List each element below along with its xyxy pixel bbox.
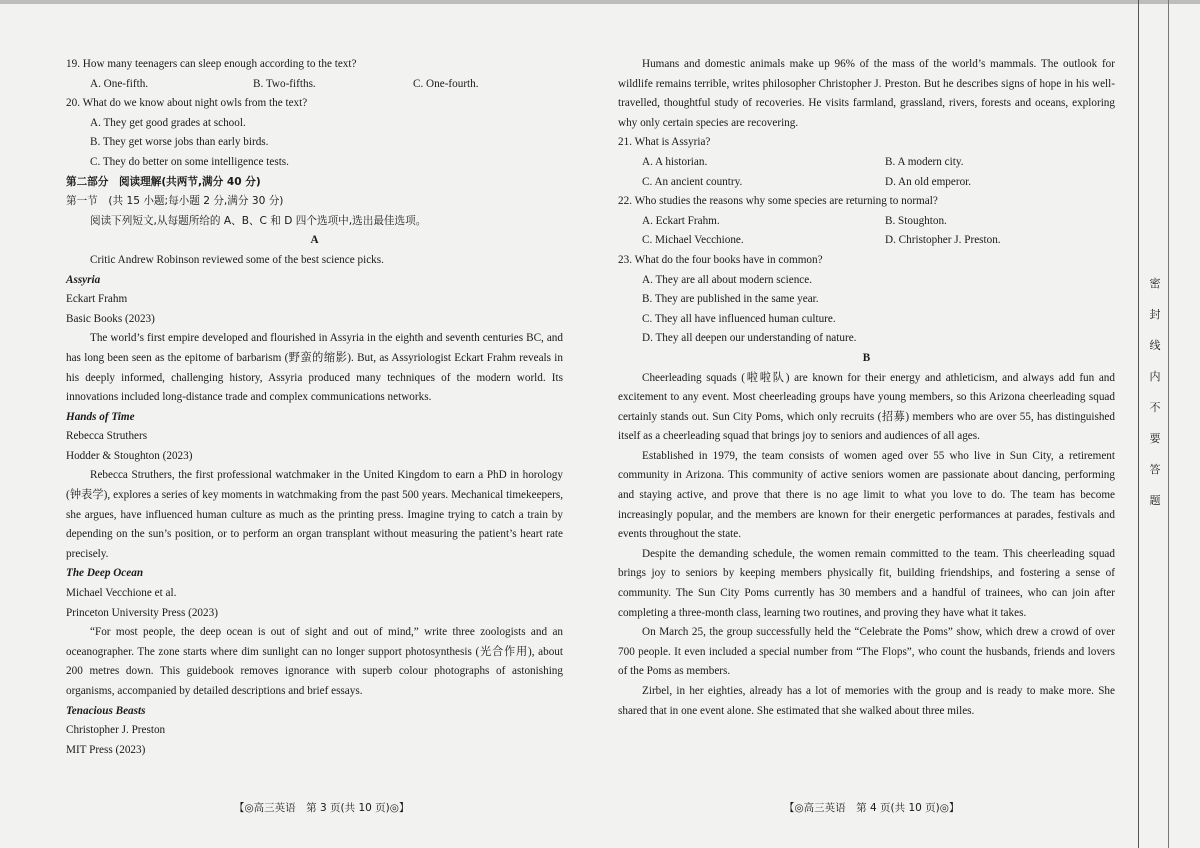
instructions: 阅读下列短文,从每题所给的 A、B、C 和 D 四个选项中,选出最佳选项。 — [90, 214, 427, 227]
passage-label: A — [310, 234, 319, 247]
option: C. Michael Vecchione. — [642, 234, 744, 247]
question-19-options — [66, 75, 563, 95]
paragraph: The world’s first empire developed and flourished in Assyria in the eighth and seventh centuries BC, and has long been seen as the epitome of barbarism (野蛮的缩影). But, as Assyriologist Eckart Frahm reveals in his deeply informed, challenging history, Assyria produced many techniques of the modern world. Its innovations included long-distance trade and complex communications networks. — [66, 332, 563, 404]
seal-char: 封 — [1149, 308, 1161, 321]
question-21-options-row1 — [618, 153, 1115, 173]
paragraph: Cheerleading squads (啦啦队) are known for their energy and athleticism, and always add fun and excitement to any event. Most cheerleading groups have young members, so this Arizona cheerleading squad certainly stands out. Sun City Poms, which only recruits (招募) members who are over 55, has distinguished itself as a cheerleading squad that brings joy to seniors and audiences of all ages. — [618, 371, 1115, 443]
option: C. They all have influenced human culture. — [642, 312, 836, 325]
option: B. They are published in the same year. — [642, 293, 819, 306]
seal-char: 要 — [1149, 432, 1161, 445]
option: C. An ancient country. — [642, 175, 743, 188]
right-column — [618, 55, 1115, 721]
section-heading: 第一节 (共 15 小题;每小题 2 分,满分 30 分) — [66, 195, 284, 208]
left-column — [66, 55, 563, 760]
question-21: 21. What is Assyria? — [618, 136, 711, 149]
book-title: Tenacious Beasts — [66, 704, 146, 717]
seal-char: 线 — [1149, 339, 1161, 352]
option: A. Eckart Frahm. — [642, 214, 720, 227]
book-publisher: Hodder & Stoughton (2023) — [66, 449, 193, 462]
option: D. An old emperor. — [885, 175, 972, 188]
paragraph: Rebecca Struthers, the first professional watchmaker in the United Kingdom to earn a PhD in horology (钟表学), explores a series of key moments in watchmaking from the past 500 years. Mechanical timekeepers, she argues, have influenced human culture as much as the printing press. Imagine trying to catch a train by depending on the sun’s position, or to perform an organ transplant without measuring the patient’s heart rate precisely. — [66, 469, 563, 560]
book-author: Rebecca Struthers — [66, 430, 148, 443]
passage-label: B — [862, 351, 871, 364]
paragraph: Zirbel, in her eighties, already has a lot of memories with the group and is ready to make more. She shared that in one event alone. She estimated that she walked about three miles. — [618, 685, 1115, 717]
paragraph: “For most people, the deep ocean is out of sight and out of mind,” write three zoologists and an oceanographer. The zone starts where dim sunlight can no longer support photosynthesis (光合作用), about 200 metres down. This guidebook removes ignorance with superb colour photographs of astonishing organisms, accompanied by detailed descriptions and brief essays. — [66, 626, 563, 697]
page-footer-right: 【◎高三英语 第 4 页(共 10 页)◎】 — [784, 802, 960, 814]
option: A. One-fifth. — [90, 77, 149, 90]
paragraph: Critic Andrew Robinson reviewed some of the best science picks. — [90, 253, 384, 266]
seal-char: 不 — [1149, 401, 1161, 414]
book-title: Hands of Time — [66, 410, 135, 423]
option: A. They are all about modern science. — [642, 273, 813, 286]
option: D. They all deepen our understanding of nature. — [642, 332, 857, 345]
question-22-options-row1 — [618, 212, 1115, 232]
option: B. Two-fifths. — [253, 77, 316, 90]
page-footer-left: 【◎高三英语 第 3 页(共 10 页)◎】 — [234, 802, 410, 814]
binding-line — [1168, 0, 1169, 848]
option: A. They get good grades at school. — [90, 116, 246, 129]
paragraph: On March 25, the group successfully held the “Celebrate the Poms” show, which drew a crowd of over 700 people. It even included a special number from “The Flops”, who count the husbands, friends and lovers of the Poms as members. — [618, 626, 1115, 678]
book-title: Assyria — [66, 273, 101, 286]
paragraph: Despite the demanding schedule, the women remain committed to the team. This cheerleading squad brings joy to seniors by keeping members physically fit, building friendships, and fostering a sense of community. The Sun City Poms currently has 30 members and a handful of trainees, who can join after completing a three-month class, learning two routines, and proving they have what it takes. — [618, 547, 1115, 619]
question-20: 20. What do we know about night owls from the text? — [66, 97, 308, 110]
question-19: 19. How many teenagers can sleep enough according to the text? — [66, 58, 357, 70]
seal-char: 内 — [1149, 370, 1161, 383]
book-author: Michael Vecchione et al. — [66, 587, 177, 600]
option: B. Stoughton. — [885, 214, 947, 227]
option: B. They get worse jobs than early birds. — [90, 136, 269, 149]
question-22-options-row2 — [618, 231, 1115, 251]
book-author: Eckart Frahm — [66, 293, 128, 306]
question-23: 23. What do the four books have in common? — [618, 253, 823, 266]
binding-line — [1138, 0, 1139, 848]
paragraph: Established in 1979, the team consists of women aged over 55 who live in Sun City, a retirement community in Arizona. This community of active seniors women are passionate about dancing, performing and staying active, and prove that there is no age limit to what you love to do. The team has become increasingly popular, and the members are known for their energetic performances at parades, festivals and events throughout the state. — [618, 449, 1115, 541]
question-21-options-row2 — [618, 173, 1115, 193]
top-border — [0, 0, 1200, 4]
seal-line-notice — [1144, 275, 1166, 523]
option: C. One-fourth. — [413, 77, 479, 90]
book-title: The Deep Ocean — [66, 567, 144, 580]
option: A. A historian. — [642, 155, 708, 168]
part-heading: 第二部分 阅读理解(共两节,满分 40 分) — [66, 175, 261, 188]
paragraph: Humans and domestic animals make up 96% of the mass of the world’s mammals. The outlook for wildlife remains terrible, writes philosopher Christopher J. Preston. But he describes signs of hope in his well-travelled, thoughtful study of recoveries. He visits farmland, grassland, rivers, forests and oceans, exploring why only certain species are recovering. — [618, 58, 1115, 129]
option: C. They do better on some intelligence tests. — [90, 155, 289, 168]
seal-char: 题 — [1149, 494, 1161, 507]
option: B. A modern city. — [885, 155, 964, 168]
book-publisher: Basic Books (2023) — [66, 312, 155, 325]
book-author: Christopher J. Preston — [66, 724, 166, 737]
seal-char: 密 — [1149, 277, 1161, 290]
option: D. Christopher J. Preston. — [885, 234, 1001, 247]
book-publisher: MIT Press (2023) — [66, 743, 146, 756]
seal-char: 答 — [1149, 463, 1161, 476]
question-22: 22. Who studies the reasons why some species are returning to normal? — [618, 195, 938, 208]
book-publisher: Princeton University Press (2023) — [66, 606, 218, 619]
